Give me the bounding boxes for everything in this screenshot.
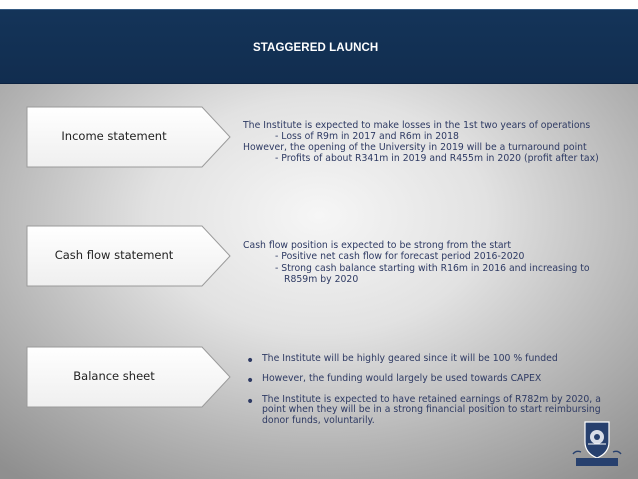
section-label-income-statement: Income statement — [61, 129, 167, 143]
balance-bullet-3-line-1: The Institute is expected to have retained earnings of R782m by 2020, a — [262, 394, 601, 405]
title-bar — [0, 9, 638, 84]
bullet-dot: • — [246, 394, 255, 410]
cashflow-line-1: Cash flow position is expected to be strong from the start — [243, 240, 512, 251]
slide-title: STAGGERED LAUNCH — [253, 42, 379, 54]
cashflow-line-4: R859m by 2020 — [284, 274, 359, 285]
balance-bullet-2: However, the funding would largely be used towards CAPEX — [262, 373, 542, 384]
balance-bullet-3-line-2: point when they will be in a strong financial position to start reimbursing — [262, 404, 601, 415]
bullet-dot: • — [246, 353, 255, 369]
income-line-1: The Institute is expected to make losses in the 1st two years of operations — [243, 120, 591, 131]
section-label-balance-sheet: Balance sheet — [73, 369, 155, 383]
chevron-income-statement — [26, 106, 232, 168]
bullet-dot: • — [246, 373, 255, 389]
chevron-balance-sheet — [26, 346, 232, 408]
cashflow-line-3: - Strong cash balance starting with R16m in 2016 and increasing to — [275, 263, 590, 274]
chevron-cash-flow-statement — [26, 225, 232, 287]
top-strip — [0, 0, 638, 9]
section-label-cash-flow-statement: Cash flow statement — [54, 248, 174, 262]
balance-bullet-3-line-3: donor funds, voluntarily. — [262, 415, 375, 426]
income-line-2: - Loss of R9m in 2017 and R6m in 2018 — [275, 131, 459, 142]
income-line-4: - Profits of about R341m in 2019 and R455m in 2020 (profit after tax) — [275, 153, 599, 164]
income-line-3: However, the opening of the University in 2019 will be a turnaround point — [243, 142, 587, 153]
balance-bullet-1: The Institute will be highly geared since it will be 100 % funded — [262, 353, 558, 364]
university-crest-logo-icon — [570, 420, 624, 468]
cashflow-line-2: - Positive net cash flow for forecast period 2016-2020 — [275, 251, 525, 262]
